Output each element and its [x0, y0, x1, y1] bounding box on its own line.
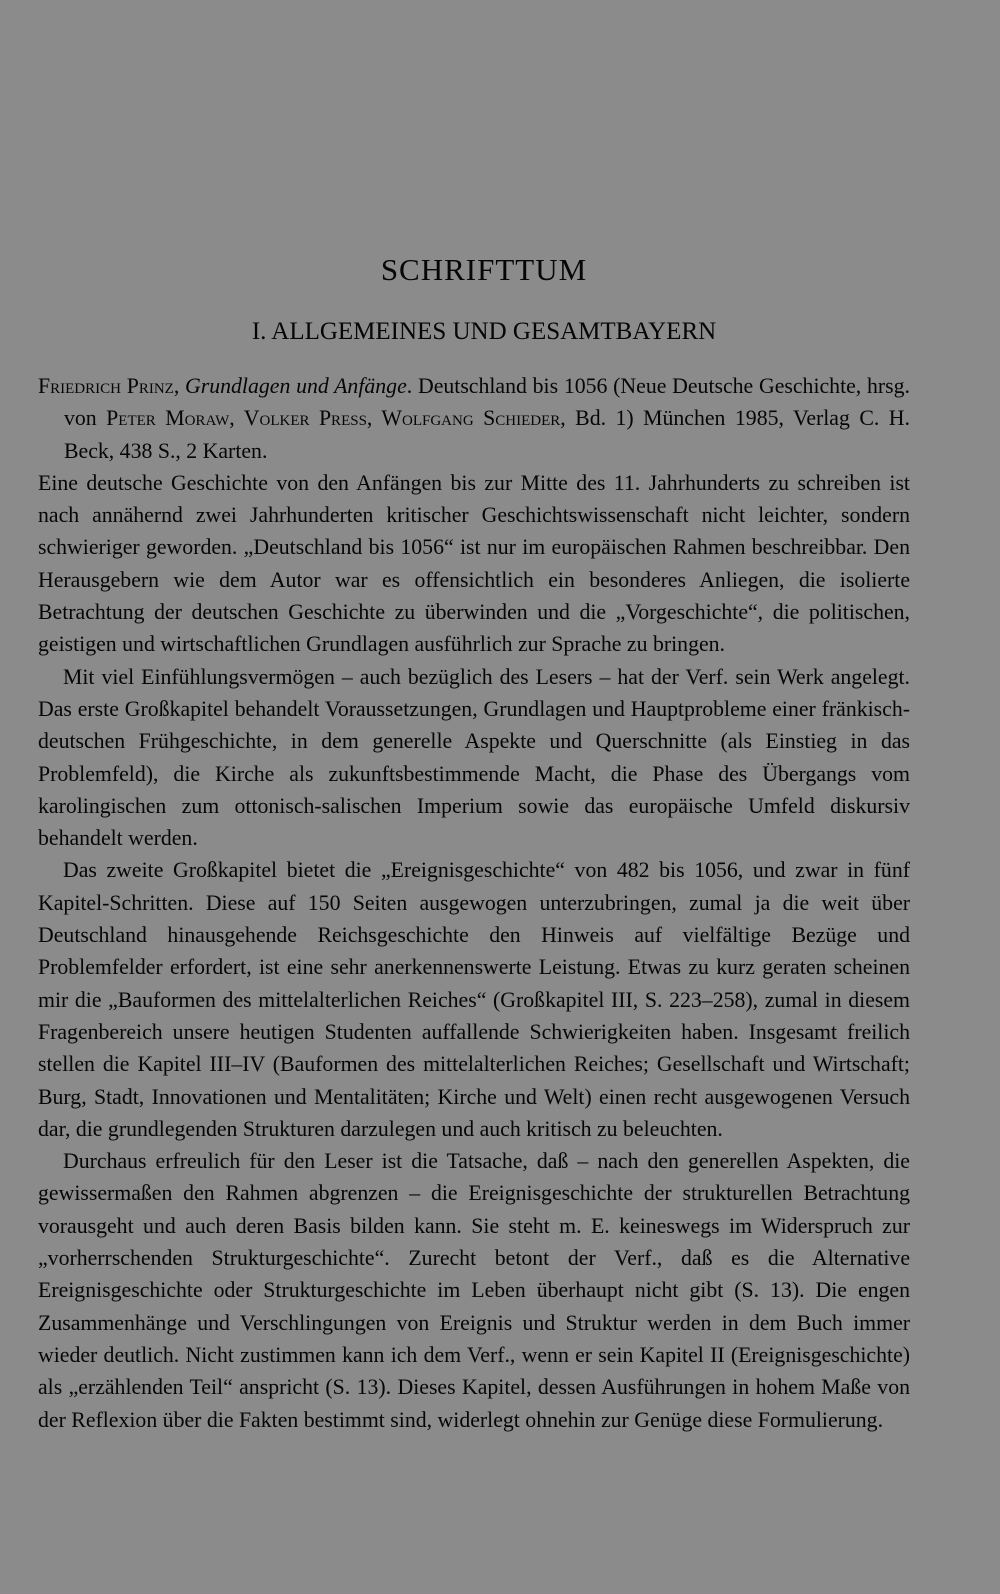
editor-names: Peter Moraw, Volker Press, Wolfgang Schieder — [106, 406, 561, 431]
paragraph-2: Mit viel Einfühlungsvermögen – auch bezüglich des Lesers – hat der Verf. sein Werk angelegt. Das erste Großkapitel behandelt Voraussetzungen, Grundlagen und Hauptprobleme einer fränkisch-deutschen Frühgeschichte, in dem generelle Aspekte und Querschnitte (als Einstieg in das Problemfeld), die Kirche als zukunftsbestimmende Macht, die Phase des Übergangs vom karolingischen zum ottonisch-salischen Imperium sowie das europäische Umfeld diskursiv behandelt werden. — [38, 664, 910, 851]
document-body — [38, 370, 910, 1436]
bibliography-details: . Deutschland bis 1056 (Neue Deutsche Geschichte, hrsg. von — [64, 374, 910, 431]
book-title: Grundlagen und Anfänge — [185, 374, 407, 398]
paragraph-1: Eine deutsche Geschichte von den Anfängen bis zur Mitte des 11. Jahrhunderts zu schreiben ist nach annähernd zwei Jahrhunderten kritischer Geschichtswissenschaft nicht leichter, sondern schwieriger geworden. „Deutschland bis 1056“ ist nur im europäischen Rahmen beschreibbar. Den Herausgebern wie dem Autor war es offensichtlich ein besonderes Anliegen, die isolierte Betrachtung der deutschen Geschichte zu überwinden und die „Vorgeschichte“, die politischen, geistigen und wirtschaftlichen Grundlagen ausführlich zur Sprache zu bringen. — [38, 470, 910, 657]
paragraph-4: Durchaus erfreulich für den Leser ist die Tatsache, daß – nach den generellen Aspekten, die gewissermaßen den Rahmen abgrenzen – die Ereignisgeschichte der strukturellen Betrachtung vorausgeht und auch deren Basis bilden kann. Sie steht m. E. keineswegs im Widerspruch zur „vorherrschenden Strukturgeschichte“. Zurecht betont der Verf., daß es die Alternative Ereignisgeschichte oder Strukturgeschichte im Leben überhaupt nicht gibt (S. 13). Die engen Zusammenhänge und Verschlingungen von Ereignis und Struktur werden in dem Buch immer wieder deutlich. Nicht zustimmen kann ich dem Verf., wenn er sein Kapitel II (Ereignisgeschichte) als „erzählenden Teil“ anspricht (S. 13). Dieses Kapitel, dessen Ausführungen in hohem Maße von der Reflexion über die Fakten bestimmt sind, widerlegt ohnehin zur Genüge diese Formulierung. — [38, 1149, 910, 1432]
bibliography-entry: Friedrich Prinz, Grundlagen und Anfänge. Deutschland bis 1056 (Neue Deutsche Geschichte, hrsg. von Peter Moraw, Volker Press, Wolfgang Schieder, Bd. 1) München 1985, Verlag C. H. Beck, 438 S., 2 Karten. — [38, 374, 910, 463]
bibliography-publication: , Bd. 1) München 1985, Verlag C. H. Beck, 438 S., 2 Karten. — [64, 406, 910, 463]
section-heading: I. ALLGEMEINES UND GESAMTBAYERN — [251, 318, 717, 345]
paragraph-3: Das zweite Großkapitel bietet die „Ereignisgeschichte“ von 482 bis 1056, und zwar in fünf Kapitel-Schritten. Diese auf 150 Seiten ausgewogen unterzubringen, zumal ja die weit über Deutschland hinausgehende Reichsgeschichte den Hinweis auf vielfältige Bezüge und Problemfelder erfordert, ist eine sehr anerkennenswerte Leistung. Etwas zu kurz geraten scheinen mir die „Bauformen des mittelalterlichen Reiches“ (Großkapitel III, S. 223–258), zumal in diesem Fragenbereich unsere heutigen Studenten auffallende Schwierigkeiten haben. Insgesamt freilich stellen die Kapitel III–IV (Bauformen des mittelalterlichen Reiches; Gesellschaft und Wirtschaft; Burg, Stadt, Innovationen und Mentalitäten; Kirche und Welt) einen recht ausgewogenen Versuch dar, die grundlegenden Strukturen darzulegen und auch kritisch zu beleuchten. — [38, 858, 910, 1141]
author-name: Friedrich Prinz — [38, 374, 174, 398]
page-title: SCHRIFTTUM — [380, 252, 588, 287]
